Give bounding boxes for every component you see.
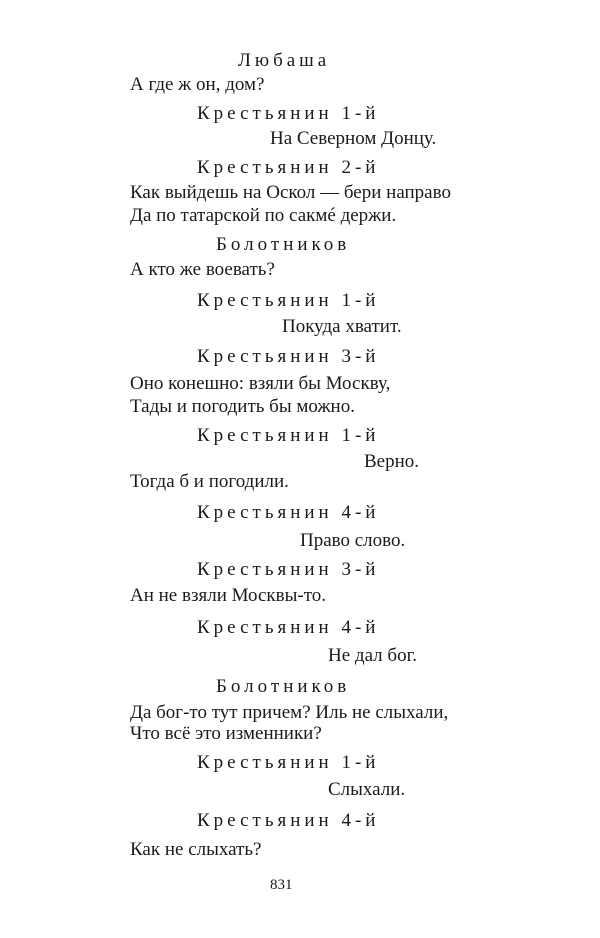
speaker-name: Крестьянин 4-й <box>197 617 380 638</box>
dialogue-line: Покуда хватит. <box>282 316 402 337</box>
dialogue-line: Слыхали. <box>328 779 406 800</box>
dialogue-line: Как не слыхать? <box>130 839 262 860</box>
speaker-name: Крестьянин 1-й <box>197 425 380 446</box>
speaker-name: Крестьянин 4-й <box>197 810 380 831</box>
speaker-name: Крестьянин 3-й <box>197 559 380 580</box>
speaker-name: Крестьянин 1-й <box>197 103 380 124</box>
dialogue-line: Право слово. <box>300 530 406 551</box>
dialogue-line: А кто же воевать? <box>130 259 275 280</box>
dialogue-line: Не дал бог. <box>328 645 417 666</box>
dialogue-line: На Северном Донцу. <box>270 128 437 149</box>
dialogue-line: Да бог-то тут причем? Иль не слыхали, <box>130 702 449 723</box>
dialogue-line: Ан не взяли Москвы-то. <box>130 585 327 606</box>
dialogue-line: Оно конешно: взяли бы Москву, <box>130 373 391 394</box>
dialogue-line: Да по татарской по сакмé держи. <box>130 205 397 226</box>
dialogue-line: Что всё это изменники? <box>130 723 322 744</box>
speaker-name: Болотников <box>216 234 351 255</box>
dialogue-line: Как выйдешь на Оскол — бери направо <box>130 182 451 203</box>
dialogue-line: Тады и погодить бы можно. <box>130 396 355 417</box>
speaker-name: Крестьянин 2-й <box>197 157 380 178</box>
page-number: 831 <box>270 877 293 893</box>
speaker-name: Крестьянин 3-й <box>197 346 380 367</box>
dialogue-line: Тогда б и погодили. <box>130 471 289 492</box>
speaker-name: Крестьянин 1-й <box>197 290 380 311</box>
speaker-name: Любаша <box>238 50 331 71</box>
speaker-name: Крестьянин 1-й <box>197 752 380 773</box>
speaker-name: Крестьянин 4-й <box>197 502 380 523</box>
dialogue-line: Верно. <box>364 451 420 472</box>
speaker-name: Болотников <box>216 676 351 697</box>
dialogue-line: А где ж он, дом? <box>130 74 265 95</box>
